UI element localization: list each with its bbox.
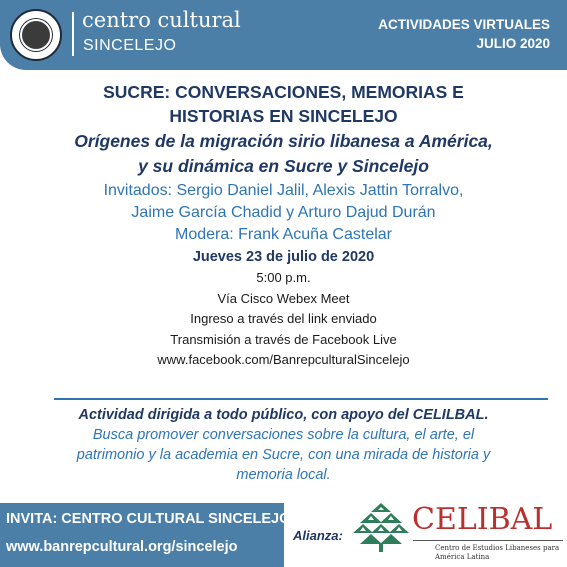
facebook-link[interactable]: www.facebook.com/BanrepculturalSincelejo bbox=[157, 352, 410, 367]
event-broadcast: Transmisión a través de Facebook Live bbox=[170, 331, 397, 347]
event-moderator: Modera: Frank Acuña Castelar bbox=[175, 226, 392, 243]
celibal-rule bbox=[413, 540, 563, 541]
header-divider bbox=[72, 12, 74, 56]
event-subtitle-line2: y su dinámica en Sucre y Sincelejo bbox=[138, 156, 429, 176]
header-activity-line1: ACTIVIDADES VIRTUALES bbox=[378, 17, 550, 32]
seal-portrait bbox=[20, 19, 52, 51]
event-title-line2: HISTORIAS EN SINCELEJO bbox=[169, 106, 398, 126]
event-access: Ingreso a través del link enviado bbox=[190, 311, 377, 326]
description-line4: memoria local. bbox=[236, 467, 331, 483]
description-line1: Actividad dirigida a todo público, con apoyo del CELILBAL. bbox=[78, 407, 489, 423]
header-activity-line2: JULIO 2020 bbox=[476, 36, 550, 51]
event-date: Jueves 23 de julio de 2020 bbox=[192, 249, 375, 265]
cedar-tree-icon bbox=[353, 501, 409, 553]
celibal-logo-text: CELIBAL bbox=[412, 502, 553, 537]
event-platform: Vía Cisco Webex Meet bbox=[217, 290, 350, 306]
brand-subtitle: SINCELEJO bbox=[83, 37, 177, 54]
description-block bbox=[0, 405, 567, 485]
event-subtitle-line1: Orígenes de la migración sirio libanesa a América, bbox=[74, 131, 493, 151]
event-time: 5:00 p.m. bbox=[256, 270, 311, 285]
invite-box bbox=[0, 503, 291, 567]
event-guests-line1: Invitados: Sergio Daniel Jalil, Alexis Jattin Torralvo, bbox=[103, 182, 464, 199]
event-details bbox=[0, 80, 567, 371]
section-divider bbox=[54, 398, 548, 400]
invite-url-link[interactable]: www.banrepcultural.org/sincelejo bbox=[6, 539, 238, 555]
event-title-line1: SUCRE: CONVERSACIONES, MEMORIAS E bbox=[103, 82, 464, 102]
header-banner bbox=[0, 0, 567, 70]
celibal-tagline: Centro de Estudios Libaneses para América Latina bbox=[435, 544, 560, 561]
banco-republica-seal-icon bbox=[10, 9, 62, 61]
description-line2: Busca promover conversaciones sobre la cultura, el arte, el bbox=[92, 427, 475, 443]
header-activity-label bbox=[378, 15, 550, 53]
invite-label: INVITA: CENTRO CULTURAL SINCELEJO bbox=[6, 511, 291, 527]
alliance-label: Alianza: bbox=[293, 528, 343, 543]
brand-title: centro cultural bbox=[82, 8, 241, 32]
description-line3: patrimonio y la academia en Sucre, con una mirada de historia y bbox=[76, 447, 491, 463]
event-guests-line2: Jaime García Chadid y Arturo Dajud Durán bbox=[131, 204, 436, 221]
